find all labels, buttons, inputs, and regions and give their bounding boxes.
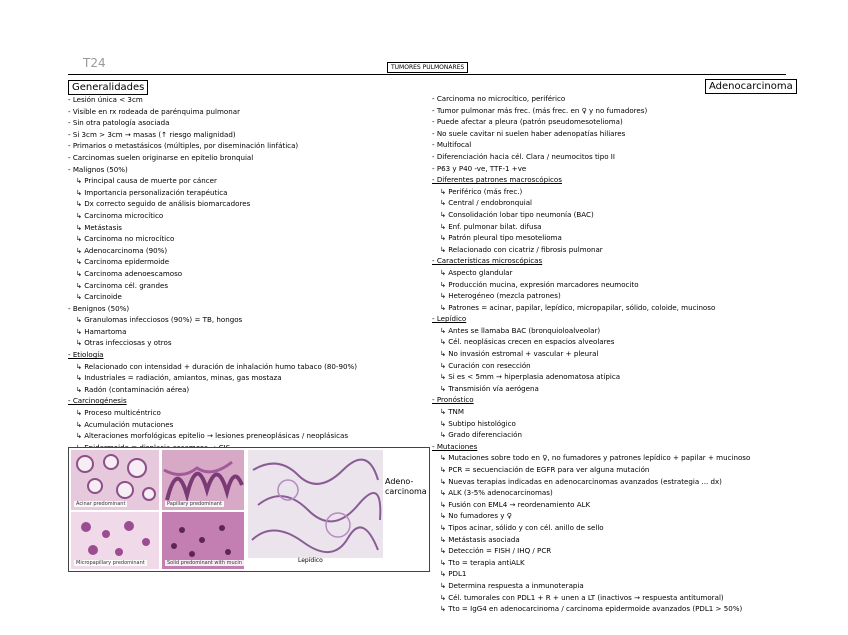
acinar-caption: Acinar predominant (76, 501, 126, 507)
note-line: ↳ Fusión con EML4 → reordenamiento ALK (440, 499, 591, 509)
note-line: ↳ Enf. pulmonar bilat. difusa (440, 221, 542, 231)
note-line: ↳ No invasión estromal + vascular + pleural (440, 349, 599, 359)
note-line: ↳ Subtipo histológico (440, 418, 516, 428)
note-line: - P63 y P40 -ve, TTF-1 +ve (432, 163, 527, 173)
note-line: ↳ No fumadores y ♀ (440, 511, 512, 521)
note-line: ↳ Alteraciones morfológicas epitelio → lesiones preneoplásicas / neoplásicas (76, 431, 349, 441)
note-line: ↳ Consolidación lobar tipo neumonía (BAC) (440, 209, 594, 219)
note-line: ↳ Producción mucina, expresión marcadores neumocito (440, 279, 639, 289)
note-line: ↳ PDL1 (440, 569, 467, 579)
note-line: ↳ Tipos acinar, sólido y con cél. anillo de sello (440, 522, 604, 532)
note-line: - No suele cavitar ni suelen haber adenopatías hiliares (432, 128, 626, 138)
top-divider (68, 74, 786, 75)
page-title: TUMORES PULMONARES (387, 62, 468, 73)
note-line: ↳ ALK (3-5% adenocarcinomas) (440, 488, 553, 498)
note-line: ↳ Carcinoma microcítico (76, 210, 164, 220)
note-line: ↳ Transmisión vía aerógena (440, 383, 539, 393)
left-notes-column (68, 94, 357, 477)
note-line: ↳ Heterogéneo (mezcla patrones) (440, 291, 561, 301)
note-line: - Etiología (68, 350, 104, 360)
section-heading-generalidades: Generalidades (68, 80, 148, 95)
note-line: ↳ Proceso multicéntrico (76, 408, 161, 418)
note-line: ↳ Industriales = radiación, amiantos, minas, gas mostaza (76, 373, 282, 383)
note-line: ↳ Principal causa de muerte por cáncer (76, 176, 217, 186)
note-line: - Puede afectar a pleura (patrón pseudomesotelioma) (432, 117, 623, 127)
note-line: ↳ Granulomas infecciosos (90%) = TB, hongos (76, 315, 243, 325)
note-line: ↳ Antes se llamaba BAC (bronquioloalveolar) (440, 325, 601, 335)
micropapillary-caption: Micropapillary predominant (76, 560, 145, 566)
image-side-label: Adeno-carcinoma (385, 477, 427, 496)
note-line: ↳ Importancia personalización terapéutica (76, 187, 228, 197)
note-line: ↳ Patrones = acinar, papilar, lepídico, micropapilar, sólido, coloide, mucinoso (440, 302, 716, 312)
note-line: ↳ Aspecto glandular (440, 267, 513, 277)
note-line: - Multifocal (432, 140, 472, 150)
page-label: T24 (83, 56, 106, 70)
note-line: ↳ Carcinoma no microcítico (76, 234, 175, 244)
lepidic-caption: Lepídico (298, 557, 323, 564)
note-line: - Mutaciones (432, 441, 478, 451)
right-notes-column (432, 93, 750, 615)
note-line: - Tumor pulmonar más frec. (más frec. en ♀ y no fumadores) (432, 105, 648, 115)
note-line: ↳ Grado diferenciación (440, 430, 522, 440)
note-line: ↳ Carcinoma epidermoide (76, 257, 170, 267)
note-line: ↳ Central / endobronquial (440, 198, 533, 208)
note-line: ↳ Cél. tumorales con PDL1 + R + unen a LT (inactivos → respuesta antitumoral) (440, 592, 724, 602)
micropapillary-histology-image (71, 512, 159, 569)
note-line: - Si 3cm > 3cm → masas (↑ riesgo malignidad) (68, 129, 236, 139)
note-line: - Pronóstico (432, 395, 474, 405)
note-line: ↳ Relacionado con cicatriz / fibrosis pulmonar (440, 244, 603, 254)
note-line: - Malignos (50%) (68, 164, 128, 174)
note-line: - Características microscópicas (432, 256, 543, 266)
note-line: ↳ Adenocarcinoma (90%) (76, 245, 168, 255)
note-line: ↳ PCR = secuenciación de EGFR para ver alguna mutación (440, 465, 650, 474)
note-line: ↳ Mutaciones sobre todo en ♀, no fumadores y patrones lepídico + papilar + mucinoso (440, 453, 751, 463)
note-line: ↳ Si es < 5mm → hiperplasia adenomatosa atípica (440, 372, 621, 382)
note-line: ↳ Patrón pleural tipo mesotelioma (440, 233, 562, 243)
note-line: ↳ Acumulación mutaciones (76, 419, 174, 429)
note-line: ↳ Carcinoma adenoescamoso (76, 268, 183, 278)
note-line: ↳ Cél. neoplásicas crecen en espacios alveolares (440, 337, 615, 347)
solid-histology-image (162, 512, 244, 569)
section-heading-adenocarcinoma: Adenocarcinoma (705, 79, 797, 94)
lepidic-histology-image (248, 450, 383, 558)
note-line: - Diferentes patrones macroscópicos (432, 175, 562, 185)
note-line: - Diferenciación hacia cél. Clara / neumocitos tipo II (432, 151, 615, 161)
note-line: - Carcinomas suelen originarse en epitelio bronquial (68, 152, 254, 162)
note-line: - Carcinogénesis (68, 396, 127, 406)
note-line: - Visible en rx rodeada de parénquima pulmonar (68, 106, 241, 116)
note-line: - Carcinoma no microcítico, periférico (432, 94, 566, 103)
note-line: ↳ Carcinoma cél. grandes (76, 280, 169, 290)
note-line: - Lesión única < 3cm (68, 95, 143, 104)
papillary-caption: Papillary predominant (167, 501, 222, 507)
histology-image-panel (68, 447, 430, 572)
note-line: ↳ Radón (contaminación aérea) (76, 384, 190, 394)
note-line: ↳ Determina respuesta a inmunoterapia (440, 580, 584, 590)
note-line: ↳ Periférico (más frec.) (440, 186, 523, 196)
acinar-histology-image (71, 450, 159, 510)
note-line: - Sin otra patología asociada (68, 118, 170, 128)
note-line: ↳ Tto = IgG4 en adenocarcinoma / carcinoma epidermoide avanzados (PDL1 > 50%) (440, 604, 743, 614)
note-line: ↳ TNM (440, 407, 464, 417)
papillary-histology-image (162, 450, 244, 510)
solid-caption: Solid predominant with mucin (167, 560, 242, 566)
note-line: ↳ Tto = terapia antiALK (440, 557, 525, 567)
note-line: ↳ Metástasis (76, 222, 122, 232)
note-line: ↳ Detección = FISH / IHQ / PCR (440, 546, 552, 556)
note-line: ↳ Carcinoide (76, 292, 122, 302)
note-line: - Primarios o metastásicos (múltiples, por diseminación linfática) (68, 141, 299, 151)
note-line: - Benignos (50%) (68, 303, 130, 313)
note-line: ↳ Nuevas terapias indicadas en adenocarcinomas avanzados (estrategia ... dx) (440, 476, 722, 486)
note-line: ↳ Dx correcto seguido de análisis biomarcadores (76, 199, 251, 209)
note-line: ↳ Otras infecciosas y otros (76, 338, 172, 348)
note-line: ↳ Metástasis asociada (440, 534, 520, 544)
note-line: ↳ Hamartoma (76, 326, 127, 336)
note-line: ↳ Curación con resección (440, 360, 531, 370)
note-line: ↳ Relacionado con intensidad + duración de inhalación humo tabaco (80-90%) (76, 361, 358, 371)
note-line: - Lepídico (432, 314, 467, 324)
